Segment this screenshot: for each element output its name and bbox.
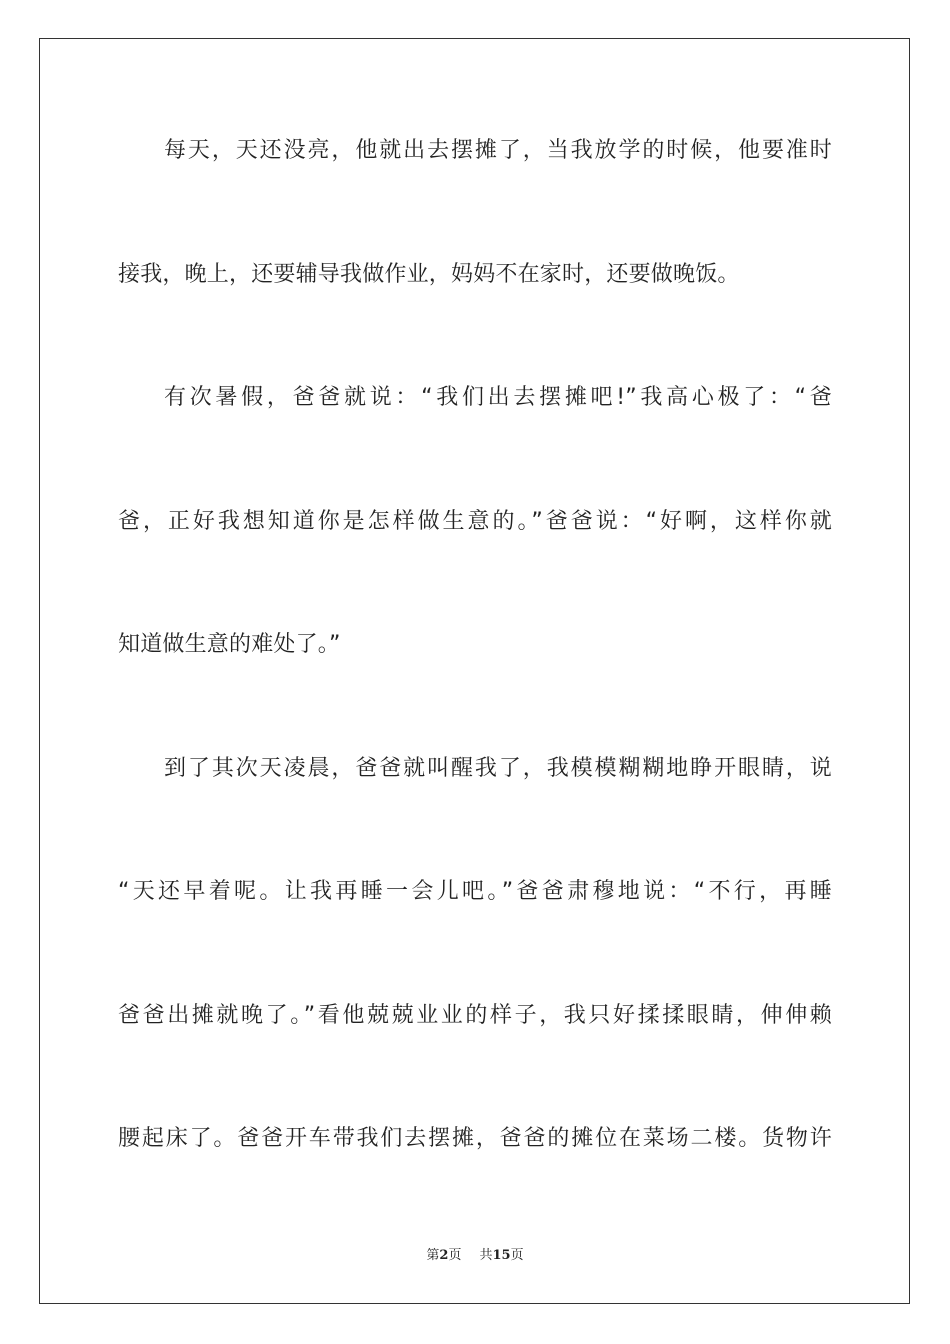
page-footer xyxy=(0,1247,950,1265)
paragraph-2-line-1: 有次暑假，爸爸就说：“我们出去摆摊吧!”我高心极了：“爸 xyxy=(164,385,832,410)
page-suffix: 页 xyxy=(448,1248,462,1263)
paragraph-1-line-2: 接我，晚上，还要辅导我做作业，妈妈不在家时，还要做晚饭。 xyxy=(118,262,740,287)
paragraph-3-line-4: 腰起床了。爸爸开车带我们去摆摊，爸爸的摊位在菜场二楼。货物许 xyxy=(118,1126,832,1151)
paragraph-2-line-3: 知道做生意的难处了。” xyxy=(118,632,341,657)
total-suffix: 页 xyxy=(510,1248,524,1263)
paragraph-3-line-2: “天还早着呢。让我再睡一会儿吧。”爸爸肃穆地说：“不行，再睡 xyxy=(118,879,832,904)
paragraph-2-line-2: 爸，正好我想知道你是怎样做生意的。”爸爸说：“好啊，这样你就 xyxy=(118,509,832,534)
page-border xyxy=(39,38,910,1304)
paragraph-3-line-1: 到了其次天凌晨，爸爸就叫醒我了，我模模糊糊地睁开眼睛，说 xyxy=(164,756,832,781)
page-prefix: 第 xyxy=(426,1248,440,1263)
page-number: 2 xyxy=(439,1248,449,1263)
total-prefix: 共 xyxy=(479,1248,493,1263)
paragraph-1-line-1: 每天，天还没亮，他就出去摆摊了，当我放学的时候，他要准时 xyxy=(164,138,832,163)
total-pages: 15 xyxy=(492,1248,511,1263)
paragraph-3-line-3: 爸爸出摊就晚了。”看他兢兢业业的样子，我只好揉揉眼睛，伸伸赖 xyxy=(118,1003,832,1028)
